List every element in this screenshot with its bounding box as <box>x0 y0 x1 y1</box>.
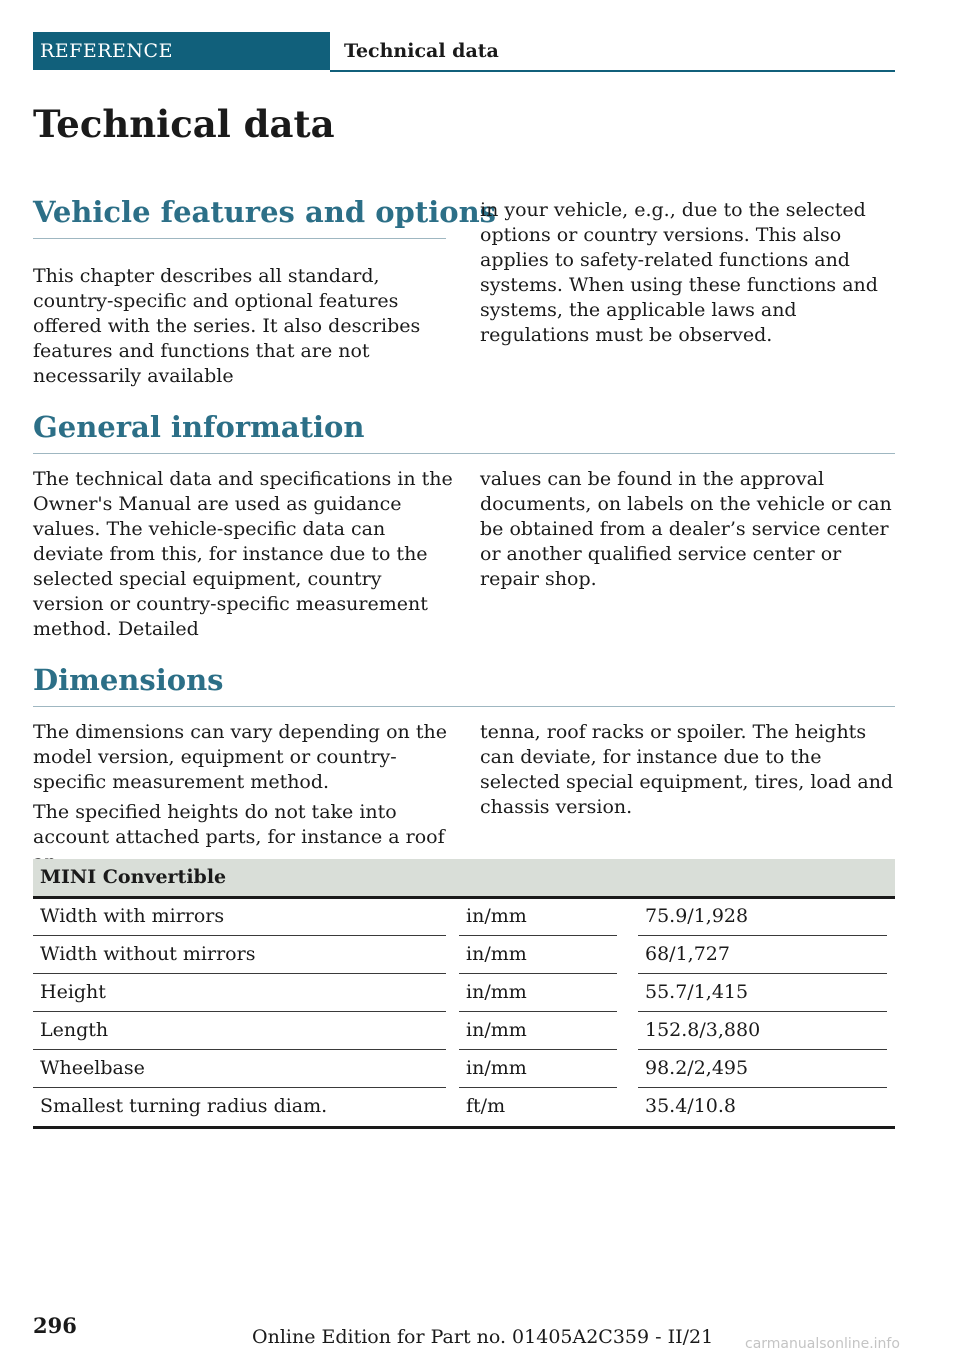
section-rule-dimensions <box>33 706 895 707</box>
paragraph: The specified heights do not take into account attached parts, for instance a roof <box>33 801 445 848</box>
table-cell-value: 152.8/3,880 <box>638 1012 887 1050</box>
table-row <box>33 1050 895 1088</box>
table-row <box>33 1012 895 1050</box>
section-general-information-left-column <box>33 467 453 642</box>
table-cell-unit: in/mm <box>459 936 617 974</box>
table-cell-value: 35.4/10.8 <box>645 1095 737 1117</box>
header-chapter-title: Technical data <box>344 40 499 62</box>
table-bottom-rule <box>33 1126 895 1129</box>
table-cell-label: Wheelbase <box>33 1050 446 1088</box>
paragraph: The dimensions can vary depending on the model version, equipment or country-specific measurement method. <box>33 721 447 793</box>
section-heading-dimensions: Dimensions <box>33 663 224 697</box>
paragraph: tenna, roof racks or spoiler. The heights can deviate, for instance due to the selected special equipment, tires, load and chassis version. <box>480 721 894 818</box>
section-vehicle-features-left-column <box>33 264 453 389</box>
table-row <box>33 898 895 936</box>
table-cell-unit: in/mm <box>459 1050 617 1088</box>
header-section-tab: REFERENCE <box>33 32 330 70</box>
table-row <box>33 1088 895 1126</box>
section-dimensions-left-column <box>33 720 453 875</box>
section-vehicle-features-right-column <box>480 198 895 348</box>
table-cell-unit: ft/m <box>466 1095 506 1117</box>
paragraph: in your vehicle, e.g., due to the selected options or country versions. This also applies to safety-related functions and systems. When using these functions and systems, the applicable laws and regulations must be observed. <box>480 199 878 346</box>
section-heading-vehicle-features: Vehicle features and options <box>33 195 496 229</box>
table-cell-value: 98.2/2,495 <box>638 1050 887 1088</box>
table-row <box>33 974 895 1012</box>
table-cell-label: Width without mirrors <box>33 936 446 974</box>
section-rule-vehicle-features <box>33 238 446 239</box>
edition-note: Online Edition for Part no. 01405A2C359 - II/21 <box>252 1326 714 1348</box>
table-row <box>33 936 895 974</box>
table-header: MINI Convertible <box>33 859 895 896</box>
table-cell-label: Length <box>33 1012 446 1050</box>
table-cell-value: 75.9/1,928 <box>638 898 887 936</box>
paragraph: values can be found in the approval documents, on labels on the vehicle or can be obtained from a dealer’s service center or another qualified service center or repair shop. <box>480 468 892 590</box>
section-rule-general-information <box>33 453 895 454</box>
section-dimensions-right-column <box>480 720 895 820</box>
table-cell-unit: in/mm <box>459 898 617 936</box>
page-number: 296 <box>33 1313 77 1338</box>
table-cell-label: Width with mirrors <box>33 898 446 936</box>
page-title: Technical data <box>33 102 335 146</box>
table-cell-unit: in/mm <box>459 974 617 1012</box>
watermark: carmanualsonline.info <box>745 1336 900 1352</box>
paragraph: This chapter describes all standard, country-specific and optional features offered with the series. It also describes features and functions that are not necessarily available <box>33 265 421 387</box>
section-general-information-right-column <box>480 467 895 592</box>
paragraph: The technical data and specifications in the Owner's Manual are used as guidance values. The vehicle-specific data can deviate from this, for instance due to the selected special equipment, country version or country-specific measurement method. Detailed <box>33 468 453 640</box>
table-cell-value: 55.7/1,415 <box>638 974 887 1012</box>
section-heading-general-information: General information <box>33 410 365 444</box>
table-cell-label: Height <box>33 974 446 1012</box>
table-cell-unit: in/mm <box>459 1012 617 1050</box>
header-rule <box>330 70 895 72</box>
table-cell-value: 68/1,727 <box>638 936 887 974</box>
table-cell-label: Smallest turning radius diam. <box>40 1095 328 1117</box>
